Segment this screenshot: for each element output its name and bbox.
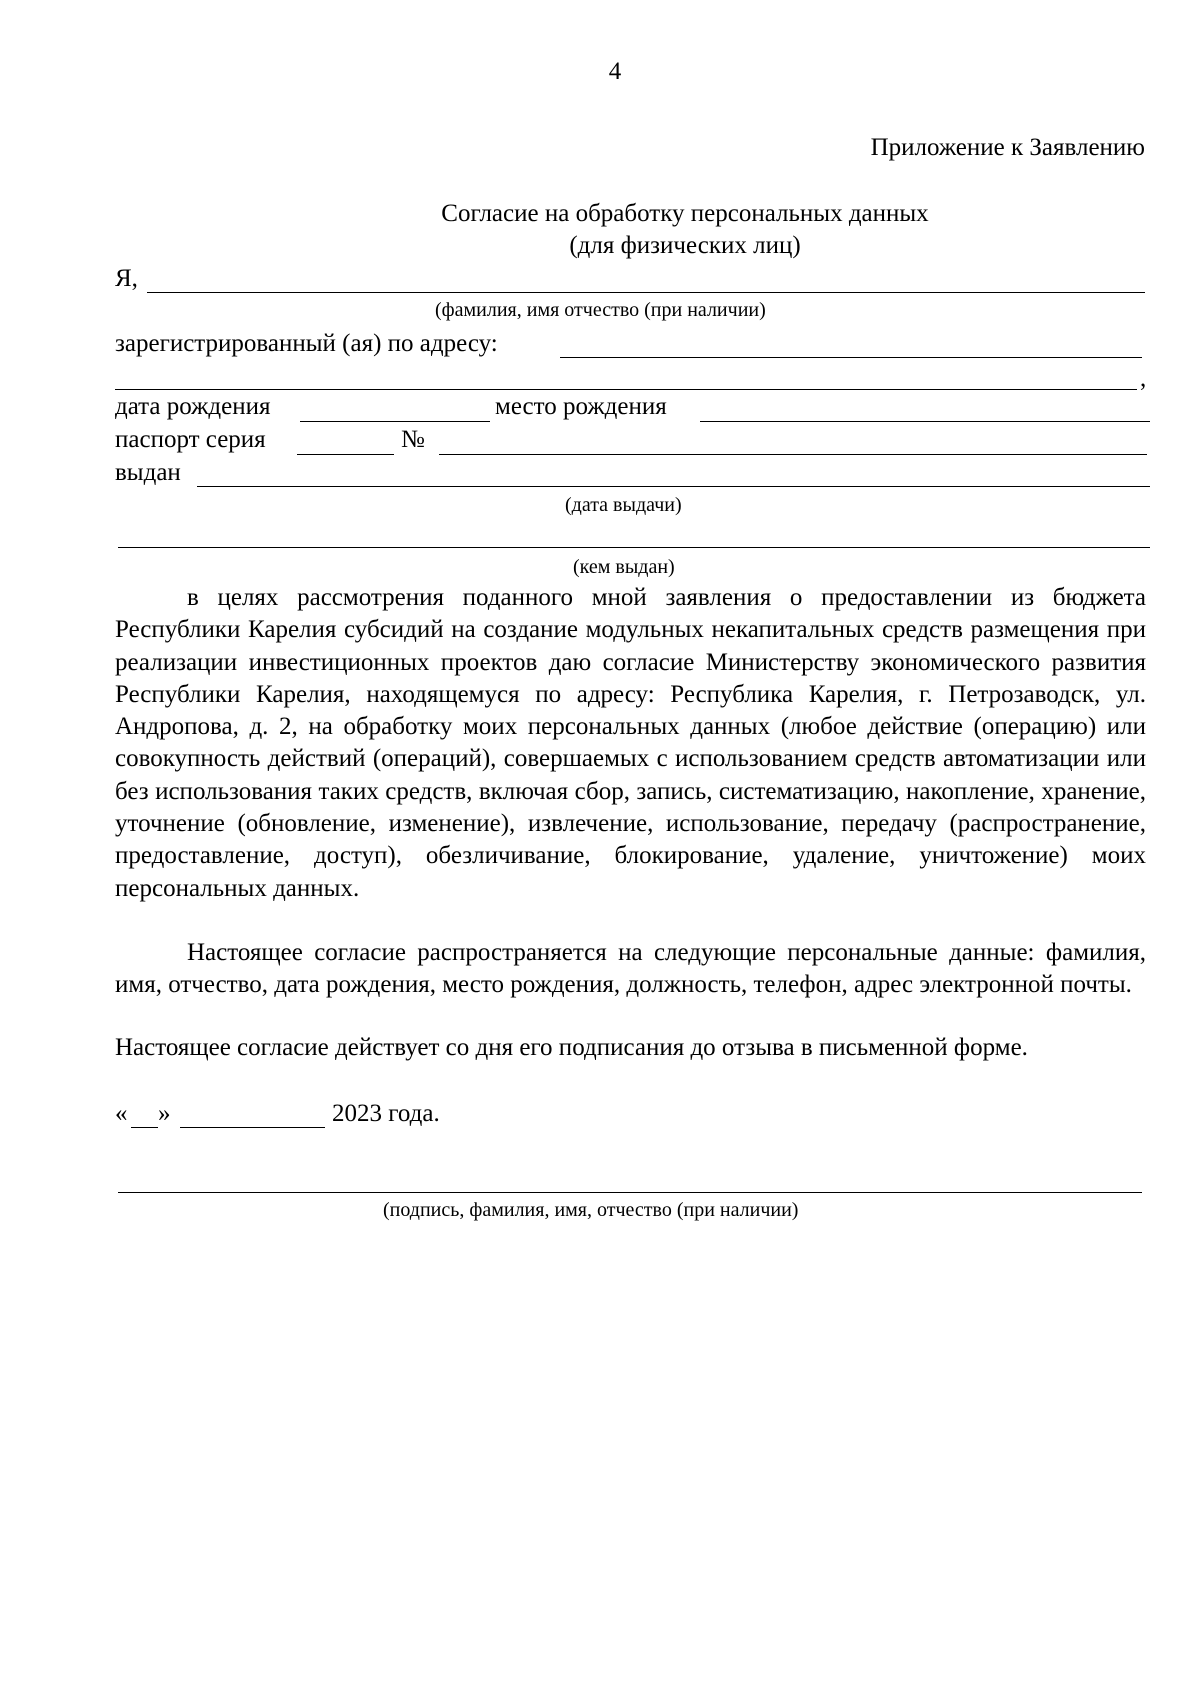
issued-by-hint: (кем выдан) bbox=[573, 556, 675, 578]
issued-label: выдан bbox=[115, 459, 181, 486]
attachment-label: Приложение к Заявлению bbox=[870, 134, 1145, 161]
p1-line: в целях рассмотрения поданного мной заявления о предоставлении из бюджета bbox=[187, 584, 1146, 611]
p1-line: (обновление, изменение), извлечение, использование, передачу (распространение, bbox=[237, 810, 1147, 838]
fio-hint: (фамилия, имя отчество (при наличии) bbox=[435, 299, 766, 321]
p1-line: Республики Карелия субсидий на создание модульных некапитальных средств bbox=[115, 616, 963, 644]
issued-by-field-line[interactable] bbox=[118, 547, 1150, 548]
passport-number-label: № bbox=[401, 426, 425, 453]
date-month-field-line[interactable] bbox=[180, 1127, 325, 1128]
p1-line: Карелия, г. Петрозаводск, ул. Андропова, д. 2, на обработку моих персональных bbox=[115, 680, 1147, 741]
signature-hint: (подпись, фамилия, имя, отчество (при наличии) bbox=[383, 1199, 799, 1221]
fio-field-line[interactable] bbox=[147, 292, 1145, 293]
issued-date-field-line[interactable] bbox=[197, 486, 1150, 487]
p1-line: данных (любое действие (операцию) или совокупность действий (операций), bbox=[115, 713, 1147, 773]
p1-line: экономического развития Республики Карелия, находящемуся по адресу: Республика bbox=[115, 648, 1146, 708]
p1-line: размещения при реализации инвестиционных проектов даю согласие Министерству bbox=[115, 616, 1146, 676]
document-title: Согласие на обработку персональных данных bbox=[441, 200, 929, 227]
consent-paragraph-1 bbox=[115, 582, 1146, 905]
p1-line: совершаемых с использованием средств автоматизации или без использования таких bbox=[115, 745, 1147, 805]
signature-field-line[interactable] bbox=[118, 1192, 1142, 1193]
date-year-text: 2023 года. bbox=[332, 1100, 440, 1127]
address-label: зарегистрированный (ая) по адресу: bbox=[115, 330, 498, 357]
consent-paragraph-3: Настоящее согласие действует со дня его подписания до отзыва в письменной форме. bbox=[115, 1034, 1028, 1061]
address-field-line[interactable] bbox=[560, 357, 1142, 358]
p2-line: фамилия, имя, отчество, дата рождения, место рождения, должность, телефон, адрес bbox=[115, 939, 1147, 999]
passport-number-field-line[interactable] bbox=[439, 454, 1147, 455]
address-comma: , bbox=[1140, 365, 1147, 392]
p2-line: электронной почты. bbox=[919, 971, 1132, 999]
consent-paragraph-2 bbox=[115, 937, 1146, 1002]
ya-label: Я, bbox=[115, 265, 138, 292]
p1-line: средств, включая сбор, запись, систематизацию, накопление, хранение, уточнение bbox=[115, 777, 1146, 838]
date-open-quote: « bbox=[115, 1100, 128, 1127]
passport-series-field-line[interactable] bbox=[297, 454, 394, 455]
birth-date-field-line[interactable] bbox=[300, 421, 490, 422]
page-number: 4 bbox=[608, 58, 622, 85]
birth-place-field-line[interactable] bbox=[700, 421, 1150, 422]
date-close-quote: » bbox=[158, 1100, 171, 1127]
passport-series-label: паспорт серия bbox=[115, 426, 266, 453]
birth-place-label: место рождения bbox=[495, 393, 667, 420]
birth-date-label: дата рождения bbox=[115, 393, 271, 420]
address-field-line-2[interactable] bbox=[115, 389, 1137, 390]
p1-line: моих персональных данных. bbox=[115, 842, 1146, 902]
document-subtitle: (для физических лиц) bbox=[569, 232, 801, 259]
p1-line: предоставление, доступ), обезличивание, блокирование, удаление, уничтожение) bbox=[115, 842, 1068, 870]
p2-line: Настоящее согласие распространяется на следующие персональные данные: bbox=[187, 939, 1035, 966]
date-day-field-line[interactable] bbox=[131, 1127, 158, 1128]
issue-date-hint: (дата выдачи) bbox=[565, 494, 682, 516]
